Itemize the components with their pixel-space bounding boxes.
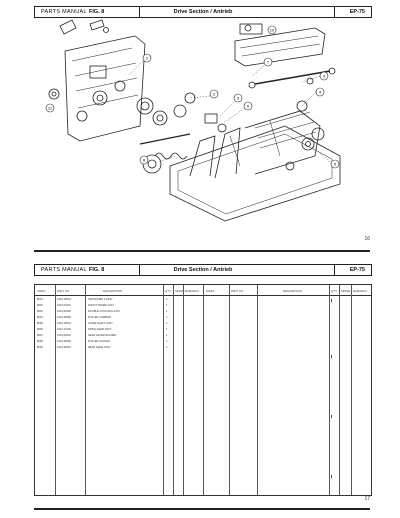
- manual-label: PARTS MANUAL: [41, 9, 87, 15]
- index-cell: 8004: [37, 316, 43, 319]
- callout-bubble: [143, 54, 151, 62]
- qty-cell: 1: [166, 346, 168, 349]
- description-cell: DRIVE GEAR ASSY: [88, 328, 112, 331]
- callout-bubble: [331, 160, 339, 168]
- column-header: REMARKS: [185, 289, 199, 293]
- description-cell: GEAR LEVER HOLDER: [88, 334, 117, 337]
- model-label: EP-75: [349, 9, 365, 15]
- gear-part: [115, 81, 125, 91]
- part-no-cell: 1601-10120: [57, 328, 71, 331]
- table-row: [35, 309, 371, 315]
- table-row: [35, 339, 371, 345]
- qty-cell: 1: [166, 328, 168, 331]
- qty-cell: 1: [166, 316, 168, 319]
- callout-bubble: [210, 90, 218, 98]
- page-header: [34, 264, 372, 276]
- parts-list-page: [0, 260, 400, 518]
- svg-text:5: 5: [333, 161, 337, 167]
- tick-mark: [331, 415, 332, 418]
- table-row: [35, 333, 371, 339]
- gear-part: [90, 66, 106, 78]
- index-cell: 8006: [37, 328, 43, 331]
- callout-bubble: [234, 94, 242, 102]
- description-cell: FRONT FRAME ASSY: [88, 304, 115, 307]
- qty-cell: 1: [166, 322, 168, 325]
- column-header: REMARKS: [353, 289, 367, 293]
- gear-part: [137, 98, 153, 114]
- part-no-cell: 1601-30050: [57, 340, 71, 343]
- table-row: [35, 327, 371, 333]
- page-rule: [34, 508, 370, 510]
- callout-bubble: [46, 104, 54, 112]
- parts-table: [34, 284, 372, 496]
- column-header: SERIAL: [175, 289, 185, 293]
- column-header: DESCRIPTION: [283, 289, 303, 293]
- gear-part: [153, 111, 167, 125]
- model-label: EP-75: [349, 267, 365, 273]
- part-no-cell: 1601-10010: [57, 322, 71, 325]
- qty-cell: 1: [166, 334, 168, 337]
- svg-text:7: 7: [266, 59, 270, 65]
- header-divider: [334, 265, 335, 275]
- index-cell: 8007: [37, 334, 43, 337]
- callout-bubble: [268, 26, 276, 34]
- manual-label: PARTS MANUAL: [41, 267, 87, 273]
- page-rule: [34, 250, 370, 252]
- header-divider: [139, 265, 140, 275]
- description-cell: REAR GEAR ASSY: [88, 346, 111, 349]
- exploded-diagram: [40, 16, 370, 226]
- description-cell: ROLLER HOLDER: [88, 340, 110, 343]
- gear-part: [93, 91, 107, 105]
- description-cell: GUIDE SHAFT ASSY: [88, 322, 113, 325]
- tick-mark: [331, 299, 332, 302]
- table-row: [35, 315, 371, 321]
- callout-bubble: [320, 72, 328, 80]
- index-cell: 8009: [37, 346, 43, 349]
- column-header: INDEX: [37, 289, 46, 293]
- index-cell: 8003: [37, 310, 43, 313]
- callout-bubble: [264, 58, 272, 66]
- column-header: DESCRIPTION: [103, 289, 123, 293]
- table-row: [35, 345, 371, 351]
- column-header: INDEX: [206, 289, 215, 293]
- chassis-base: [170, 126, 340, 221]
- table-row: [35, 297, 371, 303]
- column-header: Q'TY: [165, 289, 172, 293]
- tick-mark: [331, 355, 332, 358]
- page-number: 17: [364, 496, 370, 502]
- qty-cell: 1: [166, 304, 168, 307]
- section-title: Drive Section / Antrieb: [173, 267, 233, 273]
- svg-text:1: 1: [145, 55, 149, 61]
- column-header: PART NO.: [57, 289, 70, 293]
- part-no-cell: 1601-50210: [57, 304, 71, 307]
- callout-bubble: [244, 102, 252, 110]
- index-cell: 8008: [37, 340, 43, 343]
- part-no-cell: 1601-50010: [57, 334, 71, 337]
- part-no-cell: 1601-30080: [57, 316, 71, 319]
- coupling-part: [155, 153, 187, 159]
- front-frame-part: [65, 36, 145, 141]
- description-cell: DOUBLE COUPLING ASSY: [88, 310, 121, 313]
- description-cell: TENSIONER 1 ASSY: [88, 298, 113, 301]
- section-title: Drive Section / Antrieb: [173, 9, 233, 15]
- part-no-cell: 1601-10010: [57, 298, 71, 301]
- callout-bubble: [140, 156, 148, 164]
- index-cell: 8002: [37, 304, 43, 307]
- column-header: PART NO.: [231, 289, 244, 293]
- svg-text:8: 8: [142, 157, 146, 163]
- svg-text:11: 11: [47, 105, 53, 111]
- figure-label: FIG. 8: [89, 9, 105, 15]
- svg-text:9: 9: [236, 95, 240, 101]
- table-row: [35, 321, 371, 327]
- svg-text:6: 6: [246, 103, 250, 109]
- column-header: SERIAL: [341, 289, 351, 293]
- index-cell: 8001: [37, 298, 43, 301]
- tick-mark: [331, 475, 332, 478]
- part-no-cell: 1601-50260: [57, 310, 71, 313]
- qty-cell: 1: [166, 298, 168, 301]
- page-number: 16: [364, 236, 370, 242]
- qty-cell: 1: [166, 340, 168, 343]
- roller-part: [255, 71, 330, 84]
- figure-label: FIG. 8: [89, 267, 105, 273]
- gear-part: [185, 93, 195, 103]
- svg-text:10: 10: [269, 27, 275, 33]
- guide-shaft-part: [140, 134, 190, 144]
- part-no-cell: 1601-20010: [57, 346, 71, 349]
- callout-bubble: [316, 88, 324, 96]
- column-header: Q'TY: [331, 289, 338, 293]
- svg-text:2: 2: [212, 91, 216, 97]
- table-row: [35, 303, 371, 309]
- svg-text:4: 4: [318, 89, 322, 95]
- description-cell: ROLLER CARRIER: [88, 316, 111, 319]
- index-cell: 8005: [37, 322, 43, 325]
- svg-text:3: 3: [322, 73, 326, 79]
- qty-cell: 1: [166, 310, 168, 313]
- diagram-page: [0, 0, 400, 255]
